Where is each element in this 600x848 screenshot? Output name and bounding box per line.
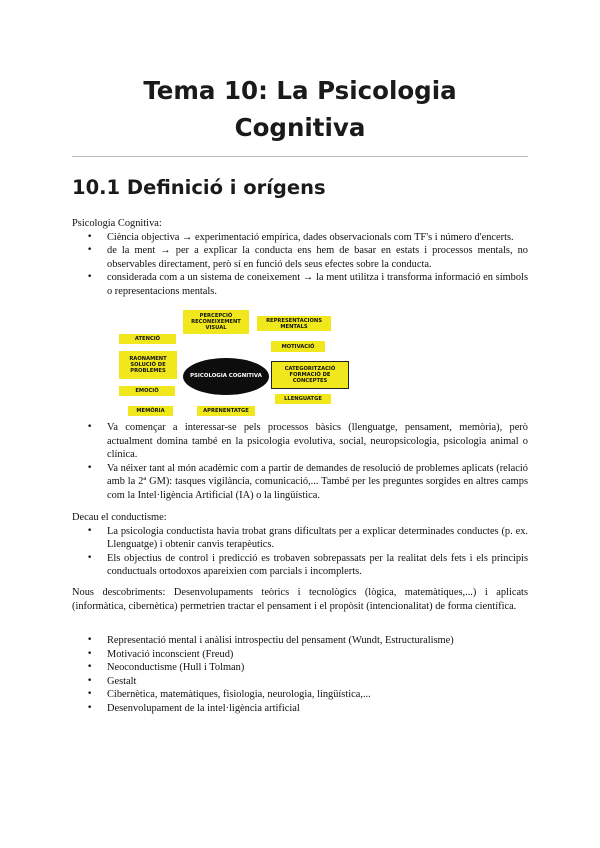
title-line-2: Cognitiva [234,113,366,142]
title-divider [72,156,528,157]
nous-list [72,634,528,716]
list-item: • Neoconductisme (Hull i Tolman) [72,661,528,675]
diagram-tag-aprenentatge: APRENENTATGE [197,406,255,416]
definition-block-continued [72,421,528,503]
diagram-tag-representacions: REPRESENTACIONS MENTALS [257,316,331,331]
definition-list [72,231,528,299]
cognitive-psychology-diagram [113,310,353,418]
list-item: • Representació mental i anàlisi introspectiu del pensament (Wundt, Estructuralisme) [72,634,528,648]
nous-paragraph: Nous descobriments: Desenvolupaments teòrics i tecnològics (lògica, matemàtiques,...) i aplicats (informàtica, cibernètica) permetrien tractar el pensament i el propòsit (intencionalitat) de forma científica. [72,587,528,612]
diagram-tag-atencio: ATENCIÓ [119,334,176,344]
definition-list-continued [72,421,528,503]
list-item: • considerada com a un sistema de coneixement → la ment utilitza i transforma informació en símbols o representacions mentals. [72,271,528,298]
nous-list-block [72,634,528,716]
diagram-tag-categoritzacio: CATEGORITZACIÓ FORMACIÓ DE CONCEPTES [271,361,349,389]
list-item: • Gestalt [72,675,528,689]
diagram-tag-raonament: RAONAMENT SOLUCIÓ DE PROBLEMES [119,351,177,379]
list-item: • Els objectius de control i predicció es trobaven sobrepassats per la realitat dels fets i els principis conductuals ortodoxos apareixien com parcials i incomplerts. [72,552,528,579]
list-item: • de la ment → per a explicar la conducta ens hem de basar en estats i processos mentals, no observables directament, però sí en funció dels seus efectes sobre la conducta. [72,244,528,271]
page-title [0,72,600,146]
title-line-1: Tema 10: La Psicologia [143,76,457,105]
list-item: • Va començar a interessar-se pels processos bàsics (llenguatge, pensament, memòria), però actualment domina també en la psicologia evolutiva, social, neuropsicologia, psicologia animal o clínica. [72,421,528,462]
decau-list [72,525,528,579]
decau-block [72,511,528,579]
diagram-tag-llenguatge: LLENGUATGE [275,394,331,404]
decau-label: Decau el conductisme: [72,512,167,523]
list-item: • Va néixer tant al món acadèmic com a partir de demandes de resolució de problemes aplicats (relació amb la 2ª GM): tasques vigilància, comunicació,... També per les preguntes sorgides en altres camps com la Intel·ligència Artificial (IA) o la lingüística. [72,462,528,503]
diagram-center-ellipse: PSICOLOGIA COGNITIVA [183,358,269,395]
list-item: • Ciència objectiva → experimentació empírica, dades observacionals com TF's i número d'encerts. [72,231,528,245]
diagram-tag-motivacio: MOTIVACIÓ [271,341,325,352]
list-item: • La psicologia conductista havia trobat grans dificultats per a explicar determinades conductes (p. ex. Llenguatge) i obtenir canvis terapèutics. [72,525,528,552]
list-item: • Cibernètica, matemàtiques, fisiologia, neurologia, lingüística,... [72,688,528,702]
diagram-tag-emocio: EMOCIÓ [119,386,175,396]
list-item: • Motivació inconscient (Freud) [72,648,528,662]
section-heading: 10.1 Definició i orígens [72,176,326,199]
definition-label: Psicologia Cognitiva: [72,218,162,229]
list-item: • Desenvolupament de la intel·ligència artificial [72,702,528,716]
definition-block [72,217,528,299]
diagram-tag-percepcio: PERCEPCIÓ RECONEIXEMENT VISUAL [183,310,249,334]
nous-block [72,586,528,613]
diagram-tag-memoria: MEMÒRIA [128,406,173,416]
